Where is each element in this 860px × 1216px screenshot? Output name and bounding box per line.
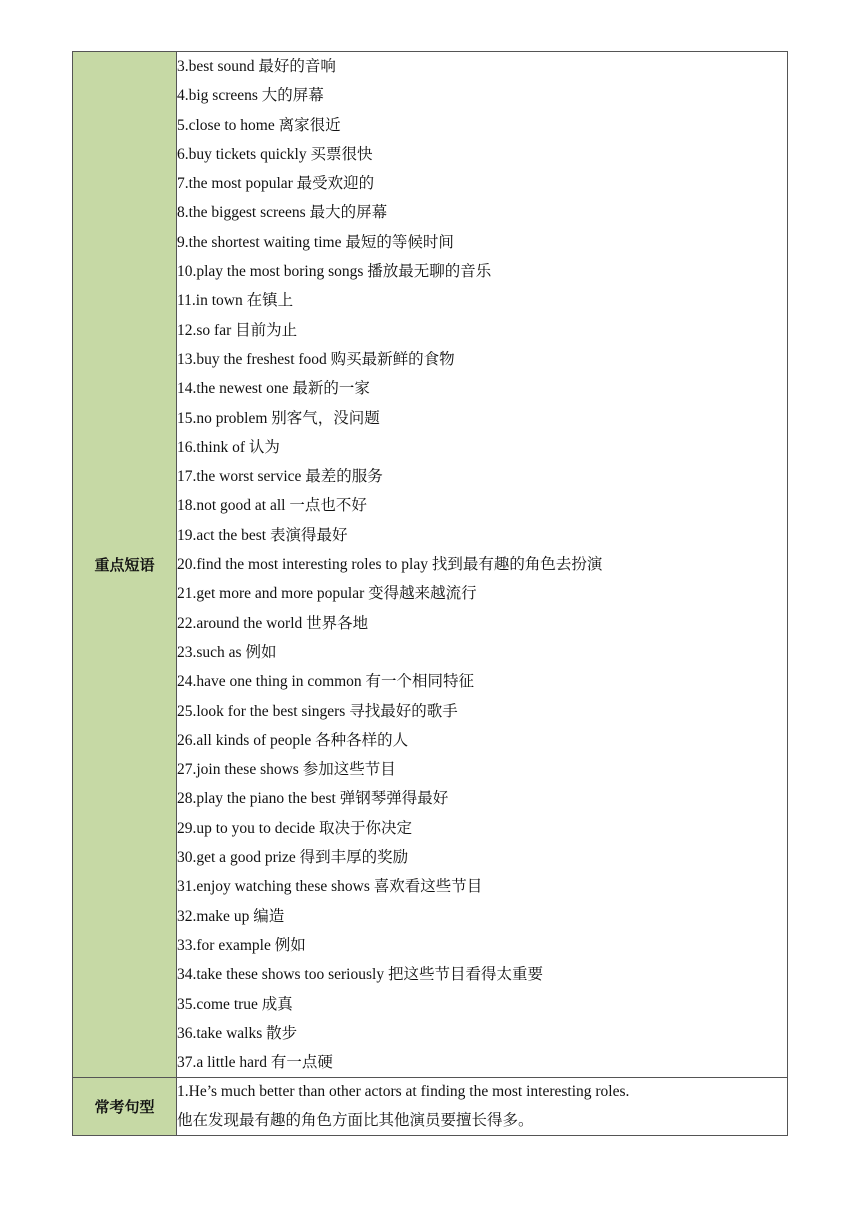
phrase-item: 23.such as 例如 — [177, 643, 277, 661]
phrase-item: 19.act the best 表演得最好 — [177, 526, 348, 544]
phrase-item: 34.take these shows too seriously 把这些节目看得太重要 — [177, 966, 543, 984]
phrase-item: 27.join these shows 参加这些节目 — [177, 761, 396, 779]
phrase-item: 7.the most popular 最受欢迎的 — [177, 175, 375, 193]
phrase-list — [177, 52, 788, 1078]
phrase-item: 35.come true 成真 — [177, 995, 293, 1013]
phrase-item: 30.get a good prize 得到丰厚的奖励 — [177, 849, 409, 867]
phrase-item: 21.get more and more popular 变得越来越流行 — [177, 585, 477, 603]
phrase-item: 20.find the most interesting roles to play 找到最有趣的角色去扮演 — [177, 556, 603, 574]
phrase-item: 13.buy the freshest food 购买最新鲜的食物 — [177, 350, 455, 368]
sentence-chinese: 他在发现最有趣的角色方面比其他演员要擅长得多。 — [177, 1111, 534, 1129]
phrase-item: 11.in town 在镇上 — [177, 292, 294, 310]
section-label: 常考句型 — [73, 1078, 177, 1136]
phrase-item: 5.close to home 离家很近 — [177, 116, 341, 134]
phrase-item: 12.so far 目前为止 — [177, 321, 298, 339]
phrase-item: 9.the shortest waiting time 最短的等候时间 — [177, 233, 454, 251]
phrase-item: 31.enjoy watching these shows 喜欢看这些节目 — [177, 878, 483, 896]
phrase-item: 8.the biggest screens 最大的屏幕 — [177, 204, 388, 222]
phrase-item: 6.buy tickets quickly 买票很快 — [177, 145, 373, 163]
phrase-item: 24.have one thing in common 有一个相同特征 — [177, 673, 475, 691]
phrase-item: 16.think of 认为 — [177, 438, 280, 456]
phrase-item: 10.play the most boring songs 播放最无聊的音乐 — [177, 263, 492, 281]
phrase-item: 14.the newest one 最新的一家 — [177, 380, 370, 398]
sentence-list — [177, 1078, 788, 1136]
table-row — [73, 52, 788, 1078]
phrase-item: 28.play the piano the best 弹钢琴弹得最好 — [177, 790, 449, 808]
phrase-item: 22.around the world 世界各地 — [177, 614, 369, 632]
phrase-item: 32.make up 编造 — [177, 907, 285, 925]
phrase-item: 15.no problem 别客气，没问题 — [177, 409, 380, 427]
phrase-item: 25.look for the best singers 寻找最好的歌手 — [177, 702, 458, 720]
phrase-item: 26.all kinds of people 各种各样的人 — [177, 731, 409, 749]
table-row — [73, 1078, 788, 1136]
phrase-item: 29.up to you to decide 取决于你决定 — [177, 819, 413, 837]
phrase-table — [72, 51, 788, 1136]
phrase-item: 4.big screens 大的屏幕 — [177, 87, 324, 105]
phrase-item: 37.a little hard 有一点硬 — [177, 1054, 333, 1072]
sentence-english: 1.He’s much better than other actors at finding the most interesting roles. — [177, 1083, 630, 1101]
phrase-item: 3.best sound 最好的音响 — [177, 58, 336, 75]
phrase-item: 17.the worst service 最差的服务 — [177, 468, 383, 486]
section-label: 重点短语 — [73, 52, 177, 1078]
phrase-item: 33.for example 例如 — [177, 936, 306, 954]
phrase-item: 36.take walks 散步 — [177, 1024, 298, 1042]
phrase-item: 18.not good at all 一点也不好 — [177, 497, 367, 515]
